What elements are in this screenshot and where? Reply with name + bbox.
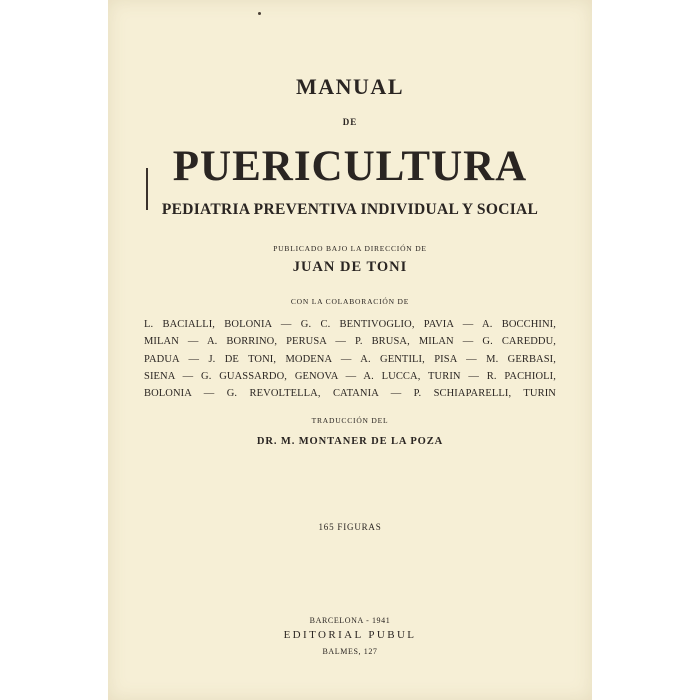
title-de: DE — [342, 117, 358, 127]
collaborators-list — [144, 316, 556, 402]
main-title: PUERICULTURA — [172, 143, 528, 190]
figures-count: 165 FIGURAS — [318, 522, 382, 532]
translation-label: TRADUCCIÓN DEL — [311, 416, 389, 425]
publisher-name: EDITORIAL PUBUL — [283, 629, 417, 641]
collaborators-line: MILAN — A. BORRINO, PERUSA — P. BRUSA, MILAN — G. CAREDDU, — [144, 336, 556, 348]
collaborators-line: SIENA — G. GUASSARDO, GENOVA — A. LUCCA, TURIN — R. PACHIOLI, — [144, 370, 556, 382]
publisher-address: BALMES, 127 — [322, 647, 378, 656]
ink-speck — [258, 12, 261, 15]
published-under-label: PUBLICADO BAJO LA DIRECCIÓN DE — [273, 244, 427, 253]
collaborators-line: BOLONIA — G. REVOLTELLA, CATANIA — P. SCHIAPARELLI, TURIN — [144, 388, 556, 400]
collaborators-line: PADUA — J. DE TONI, MODENA — A. GENTILI, PISA — M. GERBASI, — [144, 353, 556, 365]
director-name: JUAN DE TONI — [292, 259, 408, 275]
collaborators-line: L. BACIALLI, BOLONIA — G. C. BENTIVOGLIO, PAVIA — A. BOCCHINI, — [144, 319, 556, 330]
book-title-page — [108, 0, 592, 700]
place-year: BARCELONA - 1941 — [309, 616, 391, 625]
title-manual: MANUAL — [296, 74, 404, 99]
subtitle: PEDIATRIA PREVENTIVA INDIVIDUAL Y SOCIAL — [161, 201, 539, 218]
collaboration-label: CON LA COLABORACIÓN DE — [290, 297, 410, 306]
translator-name: DR. M. MONTANER DE LA POZA — [256, 436, 444, 447]
